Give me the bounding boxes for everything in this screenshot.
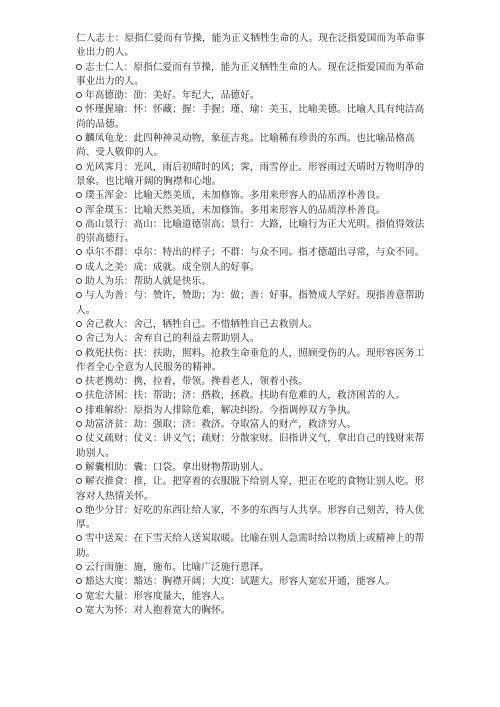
- entry-8: [76, 218, 426, 247]
- entry-1: [76, 61, 426, 90]
- bullet-icon: [76, 535, 82, 541]
- entry-26: [76, 575, 426, 589]
- bullet-icon: [76, 221, 82, 227]
- entry-5: [76, 161, 426, 190]
- entry-16: [76, 375, 426, 389]
- entry-23: [76, 504, 426, 533]
- entry-text: 豁达大度：豁达：胸襟开阔；大度：试题大。形容人宽宏开通，能容人。: [85, 576, 396, 588]
- entry-text: 舍己为人：舍弃自己的利益去帮助别人。: [85, 333, 260, 345]
- entry-text: 绝少分甘：好吃的东西让给人家，不多的东西与人共享。形容自己刻苦，待人优厚。: [76, 504, 425, 531]
- entry-21: [76, 461, 426, 475]
- entry-text: 解囊相助：囊：口袋。拿出财物帮助别人。: [85, 461, 270, 473]
- entry-text: 雪中送炭：在下雪天给人送炭取暖。比喻在别人急需时给以物质上或精神上的帮助。: [76, 533, 425, 559]
- entry-25: [76, 561, 426, 575]
- entry-text: 与人为善：与：赞许，赞助；为：做；善：好事。指赞成人学好。现指善意帮助人。: [76, 290, 425, 316]
- entry-text: 解衣推食：推，让。把穿着的衣服脱下给别人穿，把正在吃的食物让别人吃。形容对人热情关怀。: [76, 476, 425, 502]
- entry-text: 怀瑾握瑜：怀：怀藏；握：手握；瑾、瑜：美玉，比喻美德。比喻人具有纯洁高尚的品德。: [76, 104, 425, 130]
- entry-10: [76, 261, 426, 275]
- bullet-icon: [76, 378, 82, 384]
- bullet-icon: [76, 607, 82, 613]
- entry-text: 云行雨施：施，施布。比喻广泛施行恩泽。: [85, 561, 270, 573]
- entry-3: [76, 103, 426, 132]
- entry-13: [76, 318, 426, 332]
- entry-text: 助人为乐：帮助人就是快乐。: [85, 276, 212, 288]
- bullet-icon: [76, 392, 82, 398]
- bullet-icon: [76, 264, 82, 270]
- entry-text: 排难解纷：原指为人排除危难，解决纠纷。今指调停双方争执。: [85, 404, 357, 416]
- bullet-icon: [76, 350, 82, 356]
- entry-text: 扶危济困：扶：帮助；济：搭救，拯救。扶助有危难的人，救济困苦的人。: [85, 390, 405, 402]
- entry-text: 高山景行：高山：比喻道德崇高；景行：大路，比喻行为正大光明。指值得效法的崇高德行。: [76, 218, 425, 245]
- entry-text: 扶老携幼：携，拉着，带领。搀着老人，领着小孩。: [85, 376, 308, 388]
- bullet-icon: [76, 106, 82, 112]
- entry-text: 成人之美：成：成就。成全别人的好事。: [85, 261, 260, 273]
- bullet-icon: [76, 335, 82, 341]
- entry-11: [76, 275, 426, 289]
- bullet-icon: [76, 507, 82, 513]
- bullet-icon: [76, 192, 82, 198]
- entry-9: [76, 246, 426, 260]
- entry-text: 劫富济贫：劫：强取；济：救济。夺取富人的财产，救济穷人。: [85, 419, 357, 431]
- bullet-icon: [76, 564, 82, 570]
- entry-text: 仁人志士：原指仁爱而有节操，能为正义牺牲生命的人。现在泛指爱国而为革命事业出力的人。: [76, 33, 425, 59]
- bullet-icon: [76, 464, 82, 470]
- entry-text: 麟凤龟龙：此四种神灵动物，象征吉兆。比喻稀有珍贵的东西。也比喻品格高尚、受人敬仰的人。: [76, 133, 415, 159]
- entry-17: [76, 389, 426, 403]
- bullet-icon: [76, 321, 82, 327]
- entry-15: [76, 347, 426, 376]
- entry-19: [76, 418, 426, 432]
- bullet-icon: [76, 135, 82, 141]
- entry-6: [76, 189, 426, 203]
- entry-text: 浑金璞玉：比喻天然美质，未加修饰。多用来形容人的品质淳朴善良。: [85, 204, 386, 216]
- entry-20: [76, 432, 426, 461]
- entry-28: [76, 604, 426, 618]
- entry-text: 光风霁月：光风，雨后初晴时的风；霁，雨雪停止。形容雨过天晴时万物明净的景象。也比喻开阔的胸襟和心地。: [76, 161, 425, 187]
- entry-4: [76, 132, 426, 161]
- bullet-icon: [76, 578, 82, 584]
- entry-2: [76, 89, 426, 103]
- bullet-icon: [76, 64, 82, 70]
- document-page: [76, 32, 426, 618]
- entry-12: [76, 289, 426, 318]
- bullet-icon: [76, 407, 82, 413]
- entry-text: 仗义疏财：仗义：讲义气；疏财：分散家财。旧指讲义气，拿出自己的钱财来帮助别人。: [76, 433, 425, 459]
- entry-text: 璞玉浑金：比喻天然美质，未加修饰。多用来形容人的品质淳朴善良。: [85, 190, 386, 202]
- entry-text: 救死扶伤：扶：扶助，照料。抢救生命垂危的人，照顾受伤的人。现形容医务工作者全心全意为人民服务的精神。: [76, 347, 425, 373]
- bullet-icon: [76, 478, 82, 484]
- entry-text: 年高德劭：劭：美好。年纪大，品德好。: [85, 90, 260, 102]
- bullet-icon: [76, 207, 82, 213]
- bullet-icon: [76, 292, 82, 298]
- bullet-icon: [76, 278, 82, 284]
- entry-18: [76, 404, 426, 418]
- bullet-icon: [76, 421, 82, 427]
- bullet-icon: [76, 92, 82, 98]
- entry-27: [76, 590, 426, 604]
- entry-22: [76, 475, 426, 504]
- entry-0: [76, 32, 426, 61]
- entry-text: 宽宏大量：形容度量大，能容人。: [85, 590, 231, 602]
- entry-text: 宽大为怀：对人抱着宽大的胸怀。: [85, 604, 231, 616]
- entry-text: 舍己救人：舍己，牺牲自己。不惜牺牲自己去救别人。: [85, 318, 318, 330]
- bullet-icon: [76, 593, 82, 599]
- entry-14: [76, 332, 426, 346]
- entry-text: 志士仁人：原指仁爱而有节操，能为正义牺牲生命的人。现在泛指爱国而为革命事业出力的人。: [76, 61, 425, 87]
- entry-text: 卓尔不群：卓尔：特出的样子；不群：与众不同。指才德超出寻常，与众不同。: [85, 247, 425, 259]
- bullet-icon: [76, 249, 82, 255]
- bullet-icon: [76, 164, 82, 170]
- bullet-icon: [76, 435, 82, 441]
- entry-24: [76, 532, 426, 561]
- entry-7: [76, 204, 426, 218]
